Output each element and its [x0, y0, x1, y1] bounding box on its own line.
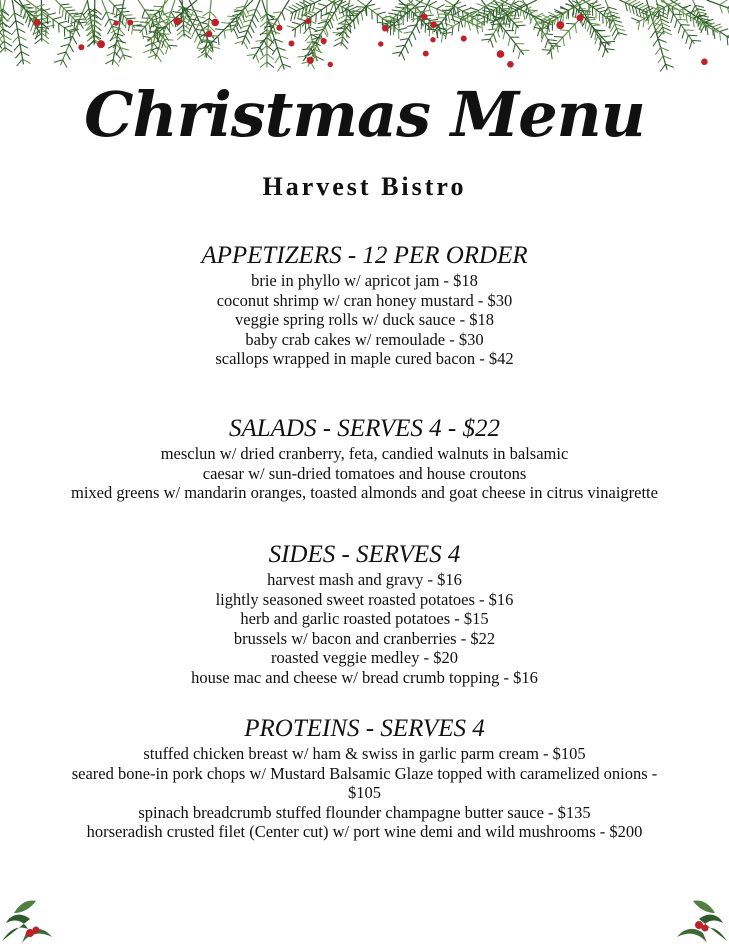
menu-item: roasted veggie medley - $20: [271, 648, 458, 668]
pine-branch: [26, 0, 78, 41]
holly-icon: [669, 889, 729, 944]
berry: [423, 51, 429, 57]
berry: [556, 21, 564, 29]
menu-item: baby crab cakes w/ remoulade - $30: [245, 329, 484, 349]
berry: [701, 59, 708, 66]
berry: [288, 40, 294, 46]
menu-item: scallops wrapped in maple cured bacon - $42: [215, 349, 514, 369]
pine-branch: [285, 0, 321, 21]
berry: [276, 25, 282, 31]
pine-garland-icon: [0, 0, 729, 80]
berry: [430, 37, 435, 42]
pine-branch: [8, 0, 30, 66]
menu-item: mesclun w/ dried cranberry, feta, candied walnuts in balsamic: [160, 444, 569, 463]
pine-branch: [260, 0, 274, 68]
menu-item: spinach breadcrumb stuffed flounder champagne butter sauce - $135: [138, 802, 591, 822]
berry: [78, 44, 84, 50]
menu-item: brie in phyllo w/ apricot jam - $18: [251, 271, 478, 290]
pine-branch: [604, 0, 627, 40]
menu-item: brussels w/ bacon and cranberries - $22: [233, 628, 496, 648]
berry: [305, 18, 311, 24]
berry: [97, 40, 105, 48]
berry: [461, 35, 467, 41]
berry: [430, 21, 437, 28]
restaurant-name: Harvest Bistro: [262, 172, 467, 201]
menu-item: coconut shrimp w/ cran honey mustard - $30: [216, 290, 513, 310]
berry: [328, 62, 333, 67]
pine-branch: [148, 0, 176, 62]
menu-item: horseradish crusted filet (Center cut) w/ port wine demi and wild mushrooms - $200: [86, 822, 643, 842]
section-heading: SIDES - SERVES 4: [268, 541, 461, 568]
menu-item: veggie spring rolls w/ duck sauce - $18: [235, 310, 494, 330]
menu-item: lightly seasoned sweet roasted potatoes - $16: [215, 589, 514, 609]
berry: [577, 14, 584, 21]
berry: [378, 41, 383, 46]
berry: [211, 19, 219, 27]
section-salads: [0, 414, 729, 503]
section-heading: APPETIZERS - 12 PER ORDER: [201, 242, 528, 269]
section-appetizers: [0, 241, 729, 369]
berry: [113, 20, 118, 25]
menu-item: mixed greens w/ mandarin oranges, toasted almonds and goat cheese in citrus vinaigrette: [71, 483, 658, 503]
menu-item: stuffed chicken breast w/ ham & swiss in garlic parm cream - $105: [143, 744, 586, 763]
menu-title: Christmas Menu: [84, 78, 645, 151]
berry: [173, 17, 181, 25]
section-sides: [0, 540, 729, 688]
pine-branch: [261, 0, 290, 72]
menu-item: caesar w/ sun-dried tomatoes and house croutons: [202, 463, 527, 483]
menu-item: herb and garlic roasted potatoes - $15: [240, 609, 489, 629]
berry: [321, 38, 327, 44]
menu-item: seared bone-in pork chops w/ Mustard Balsamic Glaze topped with caramelized onions - $105: [71, 763, 658, 803]
berry: [421, 14, 428, 21]
section-heading: PROTEINS - SERVES 4: [244, 715, 485, 742]
berry: [507, 61, 514, 68]
berry: [206, 31, 213, 38]
berry: [34, 19, 41, 26]
menu-item: harvest mash and gravy - $16: [267, 570, 462, 589]
berry: [497, 50, 505, 58]
berry: [307, 57, 314, 64]
berry: [382, 25, 388, 31]
holly-icon: [0, 889, 60, 944]
section-proteins: [0, 714, 729, 842]
section-heading: SALADS - SERVES 4 - $22: [228, 415, 501, 442]
berry: [127, 19, 133, 25]
menu-item: house mac and cheese w/ bread crumb topping - $16: [191, 667, 538, 687]
